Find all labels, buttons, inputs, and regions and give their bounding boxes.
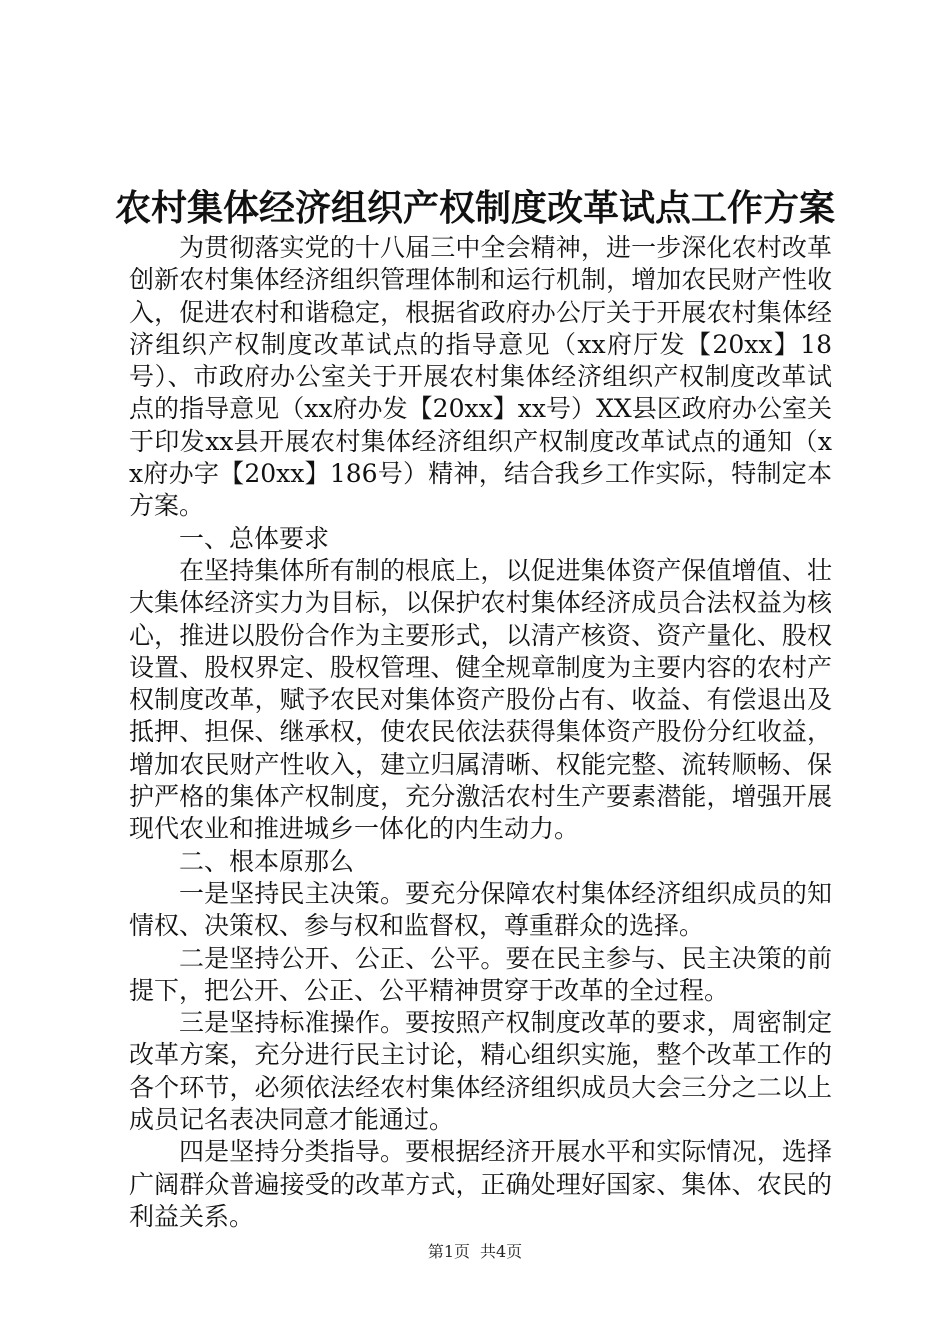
document-title: 农村集体经济组织产权制度改革试点工作方案: [114, 187, 835, 229]
paragraph-overall-requirements: 在坚持集体所有制的根底上，以促进集体资产保值增值、壮大集体经济实力为目标，以保护农村集体经济成员合法权益为核心，推进以股份合作为主要形式，以清产核资、资产量化、股权设置、股权界定、股权管理、健全规章制度为主要内容的农村产权制度改革，赋予农民对集体资产股份占有、收益、有偿退出及抵押、担保、继承权，使农民依法获得集体资产股份分红收益，增加农民财产性收入，建立归属清晰、权能完整、流转顺畅、保护严格的集体产权制度，充分激活农村生产要素潜能，增强开展现代农业和推进城乡一体化的内生动力。: [129, 555, 832, 844]
document-body: [129, 232, 832, 1233]
paragraph-principle-4: 四是坚持分类指导。要根据经济开展水平和实际情况，选择广阔群众普遍接受的改革方式，正确处理好国家、集体、农民的利益关系。: [129, 1137, 832, 1231]
paragraph-principle-3: 三是坚持标准操作。要按照产权制度改革的要求，周密制定改革方案，充分进行民主讨论，精心组织实施，整个改革工作的各个环节，必须依法经农村集体经济组织成员大会三分之二以上成员记名表决同意才能通过。: [129, 1008, 832, 1135]
page-number: 第1页: [427, 1242, 470, 1261]
section-heading-basic-principles: 二、根本原那么: [179, 846, 355, 876]
page-total: 共4页: [480, 1242, 523, 1261]
paragraph-principle-2: 二是坚持公开、公正、公平。要在民主参与、民主决策的前提下，把公开、公正、公平精神贯穿于改革的全过程。: [129, 943, 832, 1005]
page-footer: [0, 1240, 950, 1264]
paragraph-principle-1: 一是坚持民主决策。要充分保障农村集体经济组织成员的知情权、决策权、参与权和监督权，尊重群众的选择。: [129, 878, 832, 941]
paragraph-intro: 为贯彻落实党的十八届三中全会精神，进一步深化农村改革创新农村集体经济组织管理体制和运行机制，增加农民财产性收入，促进农村和谐稳定，根据省政府办公厅关于开展农村集体经济组织产权制度改革试点的指导意见（xx府厅发【20xx】18号）、市政府办公室关于开展农村集体经济组织产权制度改革试点的指导意见（xx府办发【20xx】xx号）XX县区政府办公室关于印发xx县开展农村集体经济组织产权制度改革试点的通知（xx府办字【20xx】186号）精神，结合我乡工作实际，特制定本方案。: [129, 233, 832, 521]
section-heading-overall-requirements: 一、总体要求: [179, 523, 330, 553]
